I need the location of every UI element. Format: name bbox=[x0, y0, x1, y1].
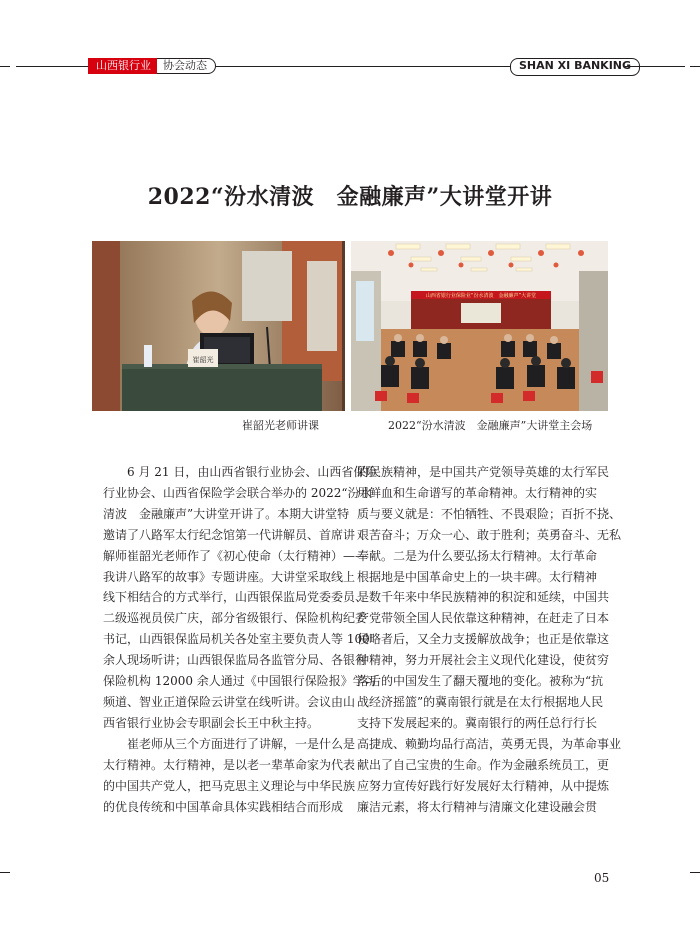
name-plate-text: 崔韶光 bbox=[192, 356, 214, 364]
section-tab bbox=[88, 58, 216, 74]
body-line: 献出了自己宝贵的生命。作为金融系统员工，更 bbox=[357, 757, 610, 772]
body-line: 的民族精神，是中国共产党领导英雄的太行军民 bbox=[357, 465, 610, 479]
body-line: 落后的中国发生了翻天覆地的变化。被称为“抗 bbox=[357, 674, 604, 689]
body-line: 用鲜血和生命谱写的革命精神。太行精神的实 bbox=[357, 485, 598, 500]
body-line: 太行精神。太行精神，是以老一辈革命家为代表 bbox=[103, 757, 356, 772]
crop-mark-bottom-left bbox=[0, 872, 10, 873]
body-line: 线下相结合的方式举行，山西银保监局党委委员、 bbox=[103, 590, 368, 605]
section-label-white: 协会动态 bbox=[157, 58, 216, 74]
body-line: 行业协会、山西省保险学会联合举办的 2022“汾水 bbox=[103, 485, 372, 500]
body-column-left bbox=[103, 462, 378, 817]
article-title: 2022“汾水清波 金融廉声”大讲堂开讲 bbox=[147, 184, 553, 210]
body-line: 艰苦奋斗；万众一心、敢于胜利；英勇奋斗、无私 bbox=[357, 527, 622, 542]
body-line: 产党带领全国人民依靠这种精神，在赶走了日本 bbox=[357, 611, 610, 626]
body-line: 应努力宣传好践行好发展好太行精神，从中提炼 bbox=[357, 778, 610, 793]
body-line: 二级巡视员侯广庆，部分省级银行、保险机构纪委 bbox=[103, 611, 368, 626]
body-line: 的中国共产党人，把马克思主义理论与中华民族 bbox=[103, 778, 356, 793]
body-line: 解师崔韶光老师作了《初心使命（太行精神）—— bbox=[103, 548, 368, 563]
hall-banner-text: 山西省银行业保险业“汾水清波 金融廉声”大讲堂 bbox=[425, 293, 537, 299]
body-line: 质与要义就是：不怕牺牲、不畏艰险；百折不挠、 bbox=[357, 506, 622, 521]
photo-hall-image bbox=[351, 241, 608, 411]
photo-speaker bbox=[92, 241, 345, 411]
body-line: 我讲八路军的故事》专题讲座。大讲堂采取线上 bbox=[103, 569, 356, 584]
body-line: 战经济摇篮”的冀南银行就是在太行根据地人民 bbox=[357, 694, 604, 709]
body-line: 频道、智业正道保险云讲堂在线听讲。会议由山 bbox=[103, 694, 356, 709]
body-line: 余人现场听讲；山西银保监局各监管分局、各银行 bbox=[103, 653, 368, 668]
body-line: 是数千年来中华民族精神的积淀和延续，中国共 bbox=[357, 590, 610, 605]
section-label-red: 山西银行业 bbox=[88, 58, 157, 74]
body-line: 邀请了八路军太行纪念馆第一代讲解员、首席讲 bbox=[103, 527, 356, 542]
crop-mark-left bbox=[0, 66, 10, 67]
photo-conference-hall bbox=[351, 241, 608, 411]
magazine-name: SHAN XI BANKING bbox=[510, 58, 640, 76]
body-line: 西省银行业协会专职副会长王中秋主持。 bbox=[103, 715, 320, 730]
crop-mark-bottom-right bbox=[690, 872, 700, 873]
body-line: 保险机构 12000 余人通过《中国银行保险报》学习 bbox=[103, 674, 377, 689]
body-line: 6 月 21 日，由山西省银行业协会、山西省保险 bbox=[103, 465, 378, 479]
header-rule-left bbox=[16, 66, 88, 67]
header-rule-middle bbox=[216, 66, 510, 67]
body-line: 高捷成、赖勤均品行高洁，英勇无畏，为革命事业 bbox=[357, 736, 622, 751]
body-line: 崔老师从三个方面进行了讲解，一是什么是 bbox=[103, 736, 356, 751]
caption-speaker: 崔韶光老师讲课 bbox=[242, 419, 319, 432]
page-number: 05 bbox=[594, 871, 610, 885]
photo-speaker-image bbox=[92, 241, 345, 411]
body-line: 廉洁元素，将太行精神与清廉文化建设融会贯 bbox=[357, 799, 598, 814]
body-line: 的优良传统和中国革命具体实践相结合而形成 bbox=[103, 799, 344, 814]
caption-hall: 2022“汾水清波 金融廉声”大讲堂主会场 bbox=[388, 419, 593, 432]
body-line: 清波 金融廉声”大讲堂开讲了。本期大讲堂特 bbox=[103, 506, 350, 521]
body-line: 根据地是中国革命史上的一块丰碑。太行精神 bbox=[357, 569, 598, 584]
body-line: 支持下发展起来的。冀南银行的两任总行行长 bbox=[357, 715, 598, 730]
body-line: 奉献。二是为什么要弘扬太行精神。太行革命 bbox=[357, 548, 598, 563]
body-line: 书记，山西银保监局机关各处室主要负责人等 100 bbox=[103, 632, 370, 647]
body-line: 种精神，努力开展社会主义现代化建设，使贫穷 bbox=[357, 653, 610, 668]
body-line: 侵略者后，又全力支援解放战争；也正是依靠这 bbox=[357, 632, 610, 647]
crop-mark-right bbox=[690, 66, 700, 67]
body-column-right bbox=[357, 462, 622, 817]
